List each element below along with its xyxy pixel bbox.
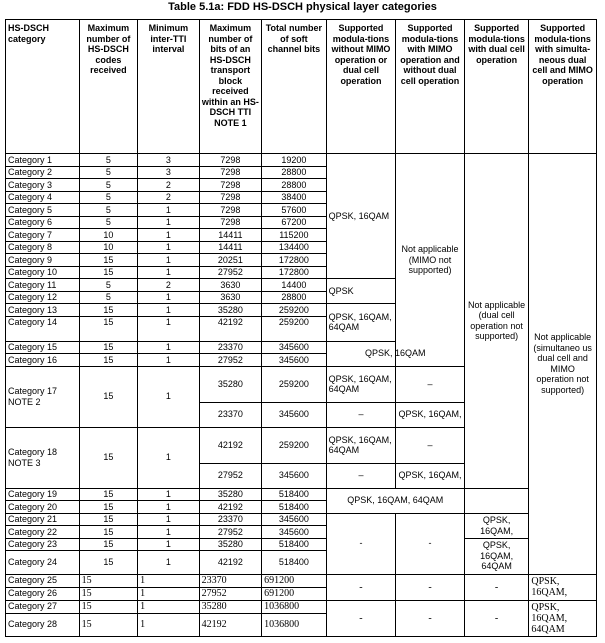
cell-mimo-cat18a: – [396,427,465,463]
cell-codes: 10 [79,241,137,254]
cell-soft: 259200 [262,427,327,463]
cell-bits: 27952 [199,266,262,279]
cell-codes: 15 [79,526,137,539]
cell-category: Category 27 [6,600,80,613]
cell-category: Category 11 [6,279,80,292]
cell-bits: 3630 [199,279,262,292]
cell-bits: 35280 [199,600,262,613]
cell-tti: 1 [138,366,200,427]
cell-bits: 7298 [199,204,262,217]
cell-category: Category 26 [6,587,80,600]
cell-codes: 15 [79,304,137,317]
header-mod-dual-mimo: Supported modula-tions with simulta-neous dual cell and MIMO operation [529,20,597,154]
cell-soft: 28800 [262,291,327,304]
cell-dual-cat25-26: - [464,574,529,600]
table-row [6,600,597,613]
cell-bits: 23370 [199,574,262,587]
cell-bits: 42192 [199,316,262,341]
cell-tti: 1 [138,316,200,341]
cell-codes: 5 [79,179,137,192]
header-max-codes: Maximum number of HS-DSCH codes received [79,20,137,154]
cell-tti: 3 [138,154,200,167]
cell-tti: 1 [138,204,200,217]
cell-mod-cat1-10: QPSK, 16QAM [326,154,396,279]
cell-soft: 691200 [262,587,327,600]
cell-soft: 518400 [262,501,327,514]
cell-soft: 518400 [262,551,327,575]
cell-tti: 3 [138,166,200,179]
cell-soft: 14400 [262,279,327,292]
cell-tti: 1 [138,229,200,242]
table-row [6,574,597,587]
cell-tti: 1 [138,574,200,587]
cell-tti: 1 [138,341,200,354]
cell-tti: 2 [138,191,200,204]
cell-mimo-cat17b: QPSK, 16QAM, [396,402,465,427]
cell-tti: 1 [138,501,200,514]
cell-soft: 345600 [262,513,327,526]
cell-bits: 42192 [199,427,262,463]
header-row [6,20,597,154]
cell-soft: 172800 [262,266,327,279]
cell-category: Category 9 [6,254,80,267]
cell-tti: 1 [138,613,200,636]
cell-mod-cat15-16: QPSK, 16QAM [326,341,464,366]
cell-bits: 42192 [199,551,262,575]
cell-tti: 1 [138,600,200,613]
cell-category: Category 17 NOTE 2 [6,366,80,427]
table-row [6,513,597,526]
cell-mimo-cat18b: QPSK, 16QAM, [396,463,465,488]
cell-codes: 5 [79,204,137,217]
cell-dual-cat21-22: QPSK, 16QAM, [464,513,529,538]
cell-category: Category 6 [6,216,80,229]
cell-category: Category 12 [6,291,80,304]
cell-category: Category 28 [6,613,80,636]
cell-bits: 7298 [199,216,262,229]
cell-tti: 1 [138,304,200,317]
cell-soft: 67200 [262,216,327,229]
cell-mod-cat18b: – [326,463,396,488]
cell-bits: 35280 [199,366,262,402]
cell-codes: 15 [79,538,137,551]
cell-soft: 518400 [262,538,327,551]
cell-soft: 345600 [262,463,327,488]
cell-soft: 115200 [262,229,327,242]
cell-codes: 15 [79,574,137,587]
cell-codes: 5 [79,216,137,229]
cell-bits: 7298 [199,166,262,179]
cell-soft: 1036800 [262,613,327,636]
cell-category: Category 18 NOTE 3 [6,427,80,488]
cell-codes: 5 [79,154,137,167]
cell-tti: 1 [138,291,200,304]
cell-mimo-cat25-26: - [396,574,465,600]
header-mod-dual: Supported modula-tions with dual cell operation [464,20,529,154]
cell-soft: 259200 [262,316,327,341]
cell-category: Category 22 [6,526,80,539]
cell-category: Category 10 [6,266,80,279]
cell-mod-cat25-26: - [326,574,396,600]
cell-bits: 7298 [199,191,262,204]
cell-category: Category 1 [6,154,80,167]
cell-tti: 2 [138,279,200,292]
header-max-bits: Maximum number of bits of an HS-DSCH transport block received within an HS-DSCH TTI NOTE 1 [199,20,262,154]
table-row [6,154,597,167]
cell-codes: 5 [79,291,137,304]
cell-category: Category 15 [6,341,80,354]
cell-category: Category 20 [6,501,80,514]
cell-soft: 259200 [262,366,327,402]
cell-mod-cat18a: QPSK, 16QAM, 64QAM [326,427,396,463]
cell-category: Category 16 [6,354,80,367]
cell-bits: 27952 [199,587,262,600]
table-row [6,538,597,551]
cell-tti: 1 [138,241,200,254]
cell-codes: 5 [79,166,137,179]
cell-tti: 1 [138,551,200,575]
cell-category: Category 14 [6,316,80,341]
cell-bits: 3630 [199,291,262,304]
cell-tti: 1 [138,587,200,600]
cell-simul-cat27-28: QPSK, 16QAM, 64QAM [529,600,597,636]
cell-tti: 1 [138,538,200,551]
cell-soft: 345600 [262,354,327,367]
cell-dual-cat27-28: - [464,600,529,636]
cell-codes: 5 [79,279,137,292]
cell-soft: 38400 [262,191,327,204]
cell-bits: 7298 [199,179,262,192]
cell-soft: 28800 [262,179,327,192]
cell-mimo-cat27-28: - [396,600,465,636]
cell-bits: 23370 [199,513,262,526]
cell-dual-cat23-24: QPSK, 16QAM, 64QAM [464,538,529,574]
cell-soft: 172800 [262,254,327,267]
cell-bits: 27952 [199,354,262,367]
header-min-tti: Minimum inter-TTI interval [138,20,200,154]
cell-dual-na: Not applicable (dual cell operation not supported) [464,154,529,489]
cell-codes: 15 [79,513,137,526]
cell-tti: 1 [138,216,200,229]
cell-codes: 15 [79,427,137,488]
cell-soft: 345600 [262,402,327,427]
cell-codes: 15 [79,587,137,600]
cell-codes: 10 [79,229,137,242]
cell-tti: 1 [138,266,200,279]
cell-tti: 1 [138,354,200,367]
cell-mimo-na: Not applicable (MIMO not supported) [396,154,465,367]
cell-tti: 1 [138,526,200,539]
cell-mod-cat27-28: - [326,600,396,636]
table-row [6,501,597,514]
header-mod-no-mimo: Supported modula-tions without MIMO operation or dual cell operation [326,20,396,154]
cell-soft: 134400 [262,241,327,254]
cell-codes: 15 [79,266,137,279]
cell-tti: 1 [138,254,200,267]
cell-codes: 15 [79,501,137,514]
cell-mod-cat13-14: QPSK, 16QAM, 64QAM [326,304,396,342]
cell-bits: 35280 [199,538,262,551]
cell-soft: 691200 [262,574,327,587]
table-title: Table 5.1a: FDD HS-DSCH physical layer categories [168,1,437,13]
cell-category: Category 2 [6,166,80,179]
cell-bits: 14411 [199,229,262,242]
cell-tti: 1 [138,513,200,526]
cell-category: Category 19 [6,488,80,501]
cell-codes: 15 [79,488,137,501]
cell-soft: 57600 [262,204,327,217]
cell-bits: 14411 [199,241,262,254]
cell-bits: 27952 [199,463,262,488]
cell-soft: 28800 [262,166,327,179]
cell-mimo-cat21-24: - [396,513,465,574]
cell-category: Category 4 [6,191,80,204]
cell-mod-cat11-12: QPSK [326,279,396,304]
cell-mimo-cat17a: – [396,366,465,402]
cell-codes: 15 [79,600,137,613]
cell-simul-na: Not applicable (simultaneo us dual cell and MIMO operation not supported) [529,154,597,575]
cell-codes: 15 [79,316,137,341]
cell-tti: 2 [138,179,200,192]
cell-codes: 15 [79,354,137,367]
header-mod-mimo: Supported modula-tions with MIMO operation and without dual cell operation [396,20,465,154]
cell-bits: 23370 [199,402,262,427]
cell-tti: 1 [138,488,200,501]
cell-codes: 15 [79,551,137,575]
cell-category: Category 5 [6,204,80,217]
cell-codes: 15 [79,341,137,354]
cell-category: Category 24 [6,551,80,575]
cell-soft: 518400 [262,488,327,501]
header-category: HS-DSCH category [6,20,80,154]
cell-tti: 1 [138,427,200,488]
cell-codes: 15 [79,366,137,427]
cell-bits: 27952 [199,526,262,539]
table-row [6,488,597,501]
cell-category: Category 3 [6,179,80,192]
cell-bits: 42192 [199,501,262,514]
cell-mod-cat19-20: QPSK, 16QAM, 64QAM [326,488,464,513]
cell-soft: 345600 [262,341,327,354]
cell-bits: 42192 [199,613,262,636]
cell-codes: 15 [79,254,137,267]
cell-category: Category 23 [6,538,80,551]
cell-simul-cat25-26: QPSK, 16QAM, [529,574,597,600]
cell-bits: 23370 [199,341,262,354]
cell-bits: 35280 [199,488,262,501]
cell-mod-cat17a: QPSK, 16QAM, 64QAM [326,366,396,402]
cell-soft: 1036800 [262,600,327,613]
cell-category: Category 8 [6,241,80,254]
cell-mod-cat21-24: - [326,513,396,574]
cell-category: Category 7 [6,229,80,242]
cell-bits: 7298 [199,154,262,167]
cell-soft: 19200 [262,154,327,167]
cell-soft: 259200 [262,304,327,317]
header-soft-bits: Total number of soft channel bits [262,20,327,154]
hs-dsch-categories-table [5,19,597,637]
cell-category: Category 13 [6,304,80,317]
cell-codes: 5 [79,191,137,204]
cell-bits: 35280 [199,304,262,317]
cell-category: Category 25 [6,574,80,587]
cell-category: Category 21 [6,513,80,526]
cell-codes: 15 [79,613,137,636]
cell-soft: 345600 [262,526,327,539]
cell-mod-cat17b: – [326,402,396,427]
cell-bits: 20251 [199,254,262,267]
